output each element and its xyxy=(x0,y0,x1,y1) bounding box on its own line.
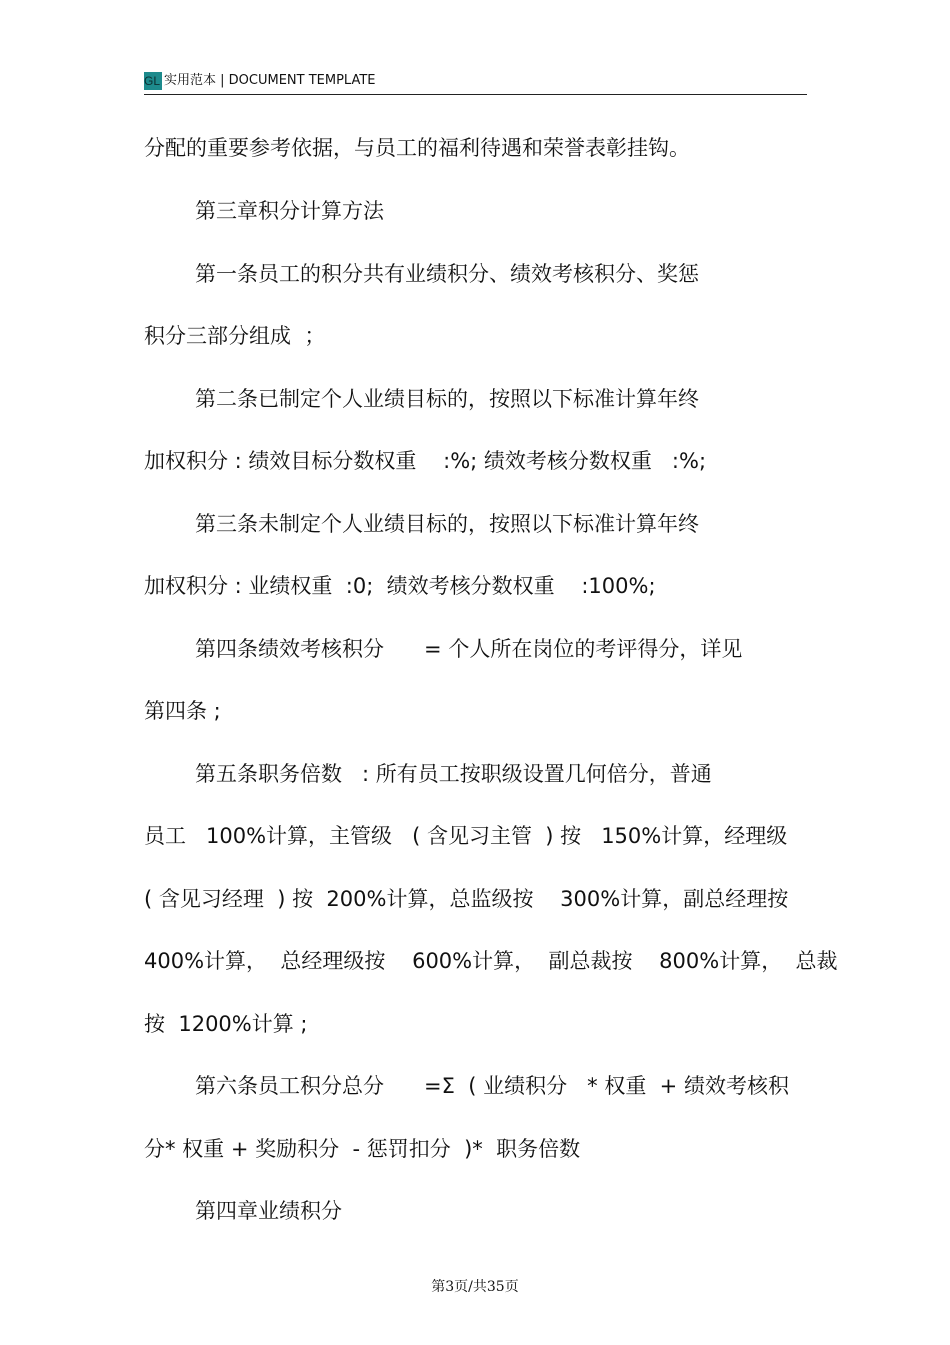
text-line: 按 1200%计算 ; xyxy=(144,1012,308,1036)
logo: GL xyxy=(144,74,161,88)
chapter-heading: 第四章业绩积分 xyxy=(195,1199,342,1223)
text-line: 400%计算， 总经理级按 600%计算， 副总裁按 800%计算， 总裁 xyxy=(144,949,838,973)
text-line: 分配的重要参考依据，与员工的福利待遇和荣誉表彰挂钩。 xyxy=(144,136,690,160)
text-line: 第四条绩效考核积分 = 个人所在岗位的考评得分，详见 xyxy=(195,637,743,661)
text-line: 第三条未制定个人业绩目标的，按照以下标准计算年终 xyxy=(195,512,699,536)
header-title: 实用范本 | DOCUMENT TEMPLATE xyxy=(164,73,376,88)
page-header xyxy=(144,70,807,95)
text-line: ( 含见习经理 ) 按 200%计算，总监级按 300%计算，副总经理按 xyxy=(144,887,789,911)
text-line: 积分三部分组成 ； xyxy=(144,324,326,348)
text-line: 员工 100%计算，主管级 ( 含见习主管 ) 按 150%计算，经理级 xyxy=(144,824,788,848)
chapter-heading: 第三章积分计算方法 xyxy=(195,199,384,223)
text-line: 分* 权重 + 奖励积分 - 惩罚扣分 )* 职务倍数 xyxy=(144,1137,581,1161)
text-line: 第一条员工的积分共有业绩积分、绩效考核积分、奖惩 xyxy=(195,262,699,286)
text-line: 第四条 ; xyxy=(144,699,221,723)
text-line: 第五条职务倍数 : 所有员工按职级设置几何倍分，普通 xyxy=(195,762,712,786)
page-number: 第3页/共35页 xyxy=(431,1279,519,1295)
text-line: 加权积分 : 业绩权重 :0; 绩效考核分数权重 :100%; xyxy=(144,574,656,598)
text-line: 第六条员工积分总分 =Σ ( 业绩积分 * 权重 + 绩效考核积 xyxy=(195,1074,789,1098)
text-line: 加权积分 : 绩效目标分数权重 :%; 绩效考核分数权重 :%; xyxy=(144,449,707,473)
text-line: 第二条已制定个人业绩目标的，按照以下标准计算年终 xyxy=(195,387,699,411)
